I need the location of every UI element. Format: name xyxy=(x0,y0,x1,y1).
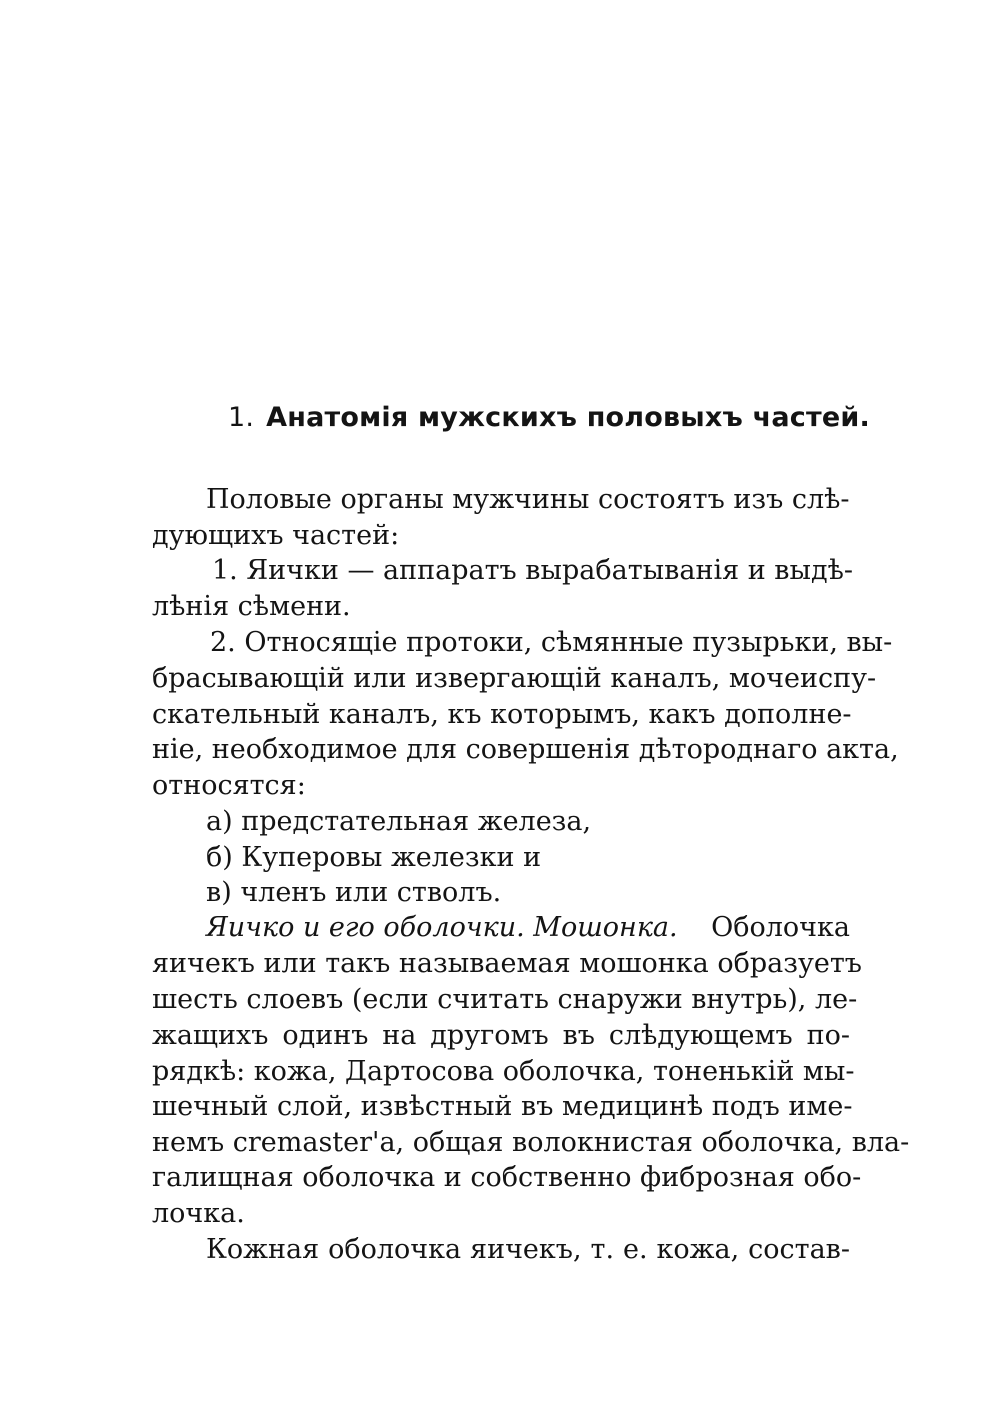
section-title: Анатомія мужскихъ половыхъ частей. xyxy=(266,402,870,433)
list-item: б) Куперовы железки и xyxy=(206,842,542,873)
text-line: рядкѣ: кожа, Дартосова оболочка, тоненькій мы- xyxy=(152,1056,855,1087)
text-line: дующихъ частей: xyxy=(152,520,400,551)
section-number: 1. xyxy=(228,402,255,433)
list-item: а) предстательная железа, xyxy=(206,806,592,837)
subsection-line xyxy=(206,910,850,946)
text-line: шечный слой, извѣстный въ медицинѣ подъ име- xyxy=(152,1091,853,1122)
section-heading xyxy=(228,402,870,433)
text-line: скательный каналъ, къ которымъ, какъ дополне- xyxy=(152,699,852,730)
italic-subheading: Яичко и его оболочки. Мошонка. xyxy=(206,912,678,943)
text-line: 2. Относящіе протоки, сѣмянные пузырьки, вы- xyxy=(210,627,893,658)
text-line: жащихъ одинъ на другомъ въ слѣдующемъ по- xyxy=(152,1020,850,1051)
text-line: Половые органы мужчины состоятъ изъ слѣ- xyxy=(206,484,850,515)
text-line: немъ cremaster'a, общая волокнистая оболочка, вла- xyxy=(152,1127,910,1158)
text-line: галищная оболочка и собственно фиброзная обо- xyxy=(152,1162,862,1193)
text-line: относятся: xyxy=(152,770,306,801)
text-line: лѣнія сѣмени. xyxy=(152,591,351,622)
text-line: яичекъ или такъ называемая мошонка образуетъ xyxy=(152,948,862,979)
text-line: Кожная оболочка яичекъ, т. е. кожа, состав- xyxy=(206,1234,850,1265)
list-item: в) членъ или стволъ. xyxy=(206,877,502,908)
text-line: лочка. xyxy=(152,1198,245,1229)
text-line: брасывающій или извергающій каналъ, мочеиспу- xyxy=(152,663,877,694)
text-line: ніе, необходимое для совершенія дѣтороднаго акта, xyxy=(152,734,899,765)
text-fragment: Оболочка xyxy=(711,912,850,943)
text-line: 1. Яички — аппаратъ вырабатыванія и выдѣ- xyxy=(212,555,853,586)
text-line: шесть слоевъ (если считать снаружи внутрь), ле- xyxy=(152,984,858,1015)
